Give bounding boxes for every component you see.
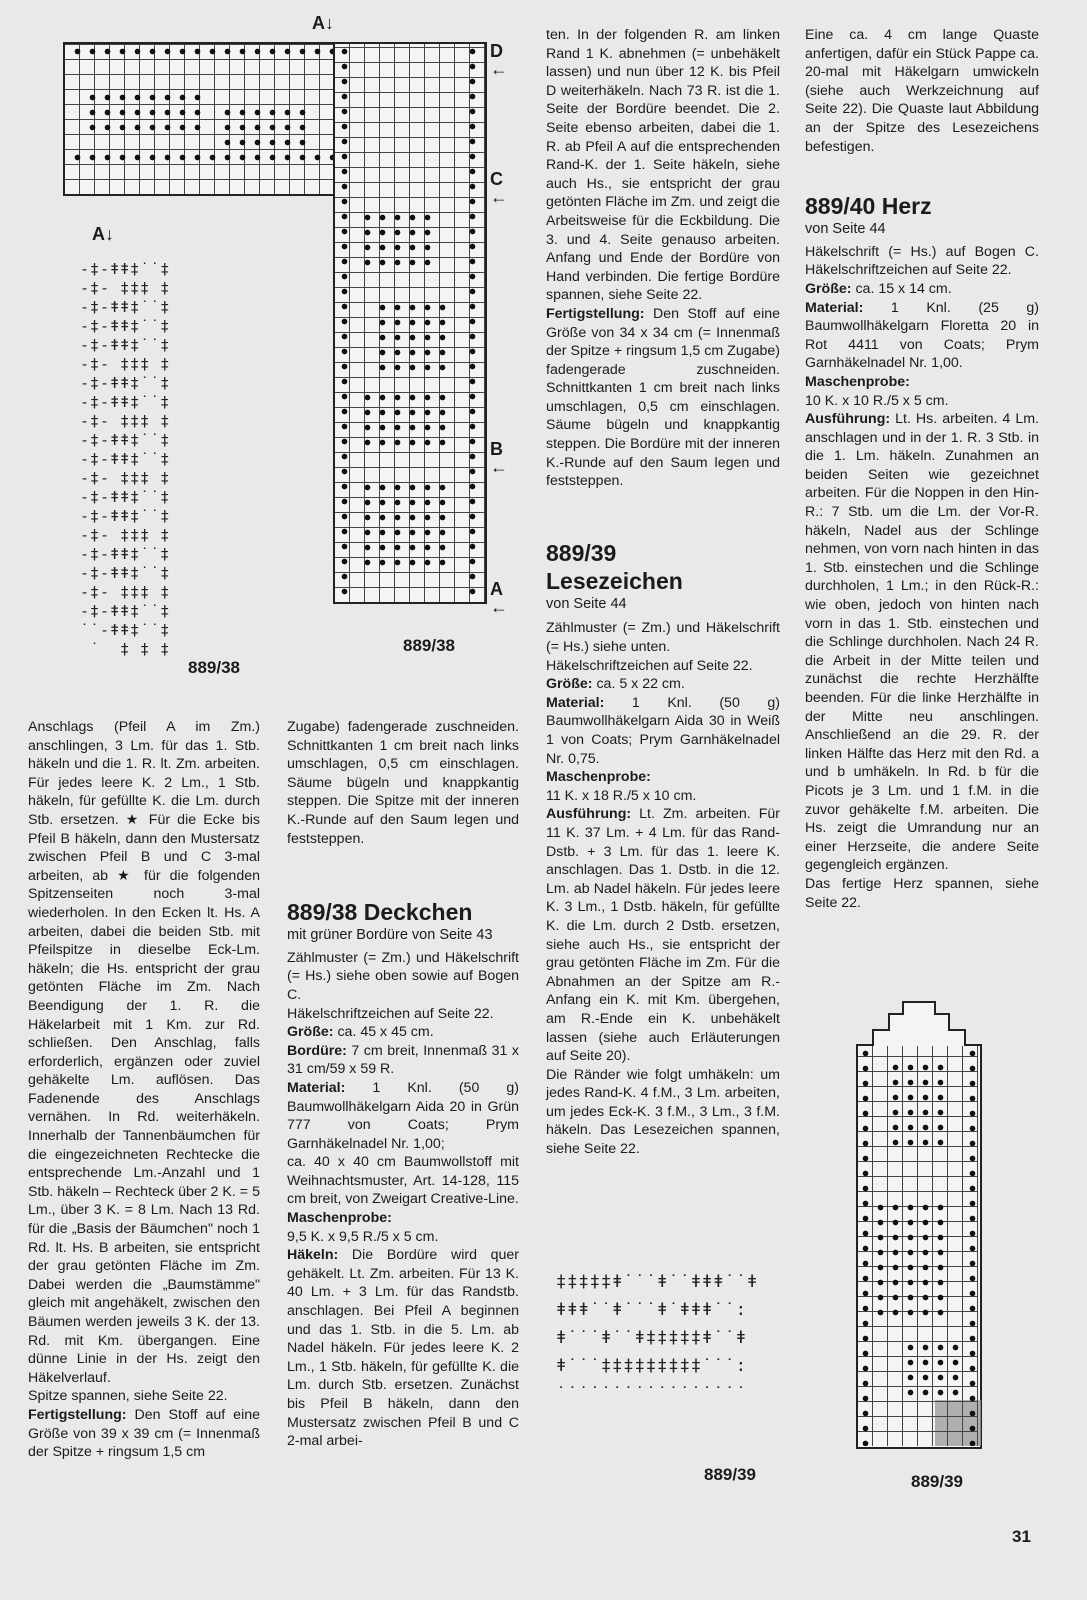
col4-size	[805, 280, 1039, 299]
col1-para-1: Anschlags (Pfeil A im Zm.) anschlingen, 3 Lm. für das 1. Stb. häkeln und die 1. R. lt. Zm. arbeiten. Für jedes leere K. 2 Lm., 1 Stb. häkeln, für gefüllte K. die Lm. durch Stb. ersetzen. ★ Für die Ecke bis Pfeil B häkeln, dann den Mustersatz zwischen Pfeil B und C 3-mal arbeiten, ab ★ für die folgenden Spitzenseiten noch 3-mal wiederholen. In den Ecken lt. Hs. A arbeiten, dabei die beiden Stb. mit Pfeilspitze in dieselbe Eck-Lm. häkeln; die Hs. entspricht der grau getönten Fläche im Zm. Nach Beendigung der 1. R. die Häkelarbeit mit 1 Km. zur Rd. schließen. Den Anschlag, falls erforderlich, ergänzen oder zuviel gehäkelte Lm. auflösen. Das Fadenende des Anschlags vernähen. In Rd. weiterhäkeln. Innerhalb der Tannenbäumchen für die eingezeichneten Rechtecke die entsprechende Lm.-Anzahl und 1 Stb. häkeln – Rechteck über 2 K. = 5 Lm., über 3 K. = 8 Lm. Nach 13 Rd. für die „Basis der Bäumchen" noch 1 Rd. lt. Hs. B arbeiten, sie entspricht der grau getönten Fläche im Zm. Dabei werden die „Baumstämme" gleich mit angehäkelt, zwischen den Bäumen werden jeweils 3 K. der 13. Rd. mit Km. übergangen. Eine dünne Linie in der Hs. zeigt den Häkelverlauf.	[28, 719, 260, 1386]
col2-para-4: ca. 40 x 40 cm Baumwollstoff mit Weihnachtsmuster, Art. 14-128, 115 cm breit, von Zweigart Creative-Line.	[287, 1154, 519, 1208]
fig1-caption: 889/38	[188, 658, 240, 677]
col2-material-label: Material:	[287, 1079, 346, 1096]
column-4	[805, 26, 1039, 912]
col3-para-1: ten. In der folgenden R. am linken Rand 1 K. abnehmen (= unbehäkelt lassen) und nun über 12 K. bis Pfeil D weiterhäkeln. Nach 73 R. ist die 1. Seite der Bordüre beendet. Die 2. Seite ebenso arbeiten, dabei die 1. R. ab Pfeil A auf die entsprechenden Rand-K. der 1. Seite häkeln, siehe auch Hs., sie entspricht der grau getönten Fläche im Zm. und zeigt die Arbeitsweise für die Eckbildung. Die 3. und 4. Seite genauso arbeiten. Anfang und Ende der Bordüre von Hand verbinden. Die fertige Bordüre spannen, siehe Seite 22.	[546, 27, 780, 304]
col3-size-label: Größe:	[546, 676, 593, 693]
col4-execution	[805, 410, 1039, 875]
col2-material	[287, 1079, 519, 1153]
col3-finishing-text: Den Stoff auf eine Größe von 34 x 34 cm (= Innenmaß der Spitze + ringsum 1,5 cm Zugabe) fadengerade zuschneiden. Schnittkanten 1 cm breit nach links umschlagen, 0,5 cm einschlagen. Säume bügeln und knappkantig steppen. Die Bordüre mit der inneren K.-Runde auf den Saum legen und feststeppen.	[546, 305, 780, 490]
chart-top-dots-3	[220, 105, 310, 150]
bookmark-dots-middle-1	[888, 1060, 948, 1150]
arrow-a-top: A↓	[312, 13, 334, 33]
col3-finishing	[546, 305, 780, 491]
fig3-caption: 889/39	[704, 1465, 756, 1484]
col4-material	[805, 299, 1039, 373]
col1-finishing-text: Den Stoff auf eine Größe von 39 x 39 cm (= Innenmaß der Spitze + ringsum 1,5 cm	[28, 1406, 260, 1461]
bookmark-dots-left	[858, 1046, 873, 1446]
col4-gauge-text: 10 K. x 10 R./5 x 5 cm.	[805, 392, 949, 409]
col3-material-text: 1 Knl. (50 g) Baumwollhäkelgarn Aida 30 in Weiß 1 von Coats; Prym Garnhäkelnadel Nr. 0,75.	[546, 694, 780, 767]
col2-material-text: 1 Knl. (50 g) Baumwollhäkelgarn Aida 20 in Grün 777 von Coats; Prym Garnhäkelnadel Nr. 1,00;	[287, 1079, 519, 1152]
col2-border-text: 7 cm breit, Innenmaß 31 x 31 cm/59 x 59 R.	[287, 1042, 519, 1078]
page-number: 31	[1012, 1527, 1031, 1546]
col4-size-text: ca. 15 x 14 cm.	[851, 280, 952, 297]
arrow-a-top-label: A	[312, 13, 325, 33]
col3-para-3: Häkelschriftzeichen auf Seite 22.	[546, 657, 753, 674]
chart-vertical-dots-tree2	[375, 300, 450, 375]
col3-material	[546, 694, 780, 768]
fig4-caption: 889/39	[911, 1472, 963, 1491]
arrow-a-side: A↓	[92, 224, 114, 244]
col2-border-label: Bordüre:	[287, 1042, 347, 1059]
arrow-d: D ←	[490, 41, 508, 79]
chart-vertical-dots-right	[465, 44, 480, 598]
crochet-symbols-left: -‡-ǂǂ‡˙˙‡ -‡- ‡‡‡ ‡ -‡-ǂǂ‡˙˙‡ -‡-ǂǂ‡˙˙‡ -‡-ǂǂ‡˙˙‡ -‡- ‡‡‡ ‡ -‡-ǂǂ‡˙˙‡ -‡-ǂǂ‡˙˙‡ -‡- ‡‡‡ ‡ -‡-ǂǂ‡˙˙‡ -‡-ǂǂ‡˙˙‡ -‡- ‡‡‡ ‡ -‡-ǂǂ‡˙˙‡ -‡-ǂǂ‡˙˙‡ -‡- ‡‡‡ ‡ -‡-ǂǂ‡˙˙‡ -‡-ǂǂ‡˙˙‡ -‡- ‡‡‡ ‡ -‡-ǂǂ‡˙˙‡ ˙˙-ǂǂ‡˙˙‡ ˙ ‡ ‡ ‡	[80, 260, 171, 658]
bookmark-chart	[855, 1000, 983, 1450]
arrow-a-bottom: A ←	[490, 579, 508, 617]
col3-execution	[546, 805, 780, 1065]
bookmark-dots-right	[965, 1046, 980, 1446]
col4-execution-text: Lt. Hs. arbeiten. 4 Lm. anschlagen und in der 1. R. 3 Stb. in die 1. Lm. häkeln. Zunahmen an beiden Seiten wie gezeichnet arbeiten. Für die Noppen in den Hin-R.: 7 Stb. um die Lm. der Vor-R. häkeln, Nadel aus der Schlinge nehmen, von vorn nach hinten in das 1. Stb. einstechen und die Schlinge durchholen, 1 Lm.; in den Rück-R.: wie oben, jedoch von hinten nach vorn in das 1. Stb. einstechen und die Schlinge durchholen. Nach 24 R. die Arbeit in der Mitte teilen und zunächst die rechte Herzhälfte beenden. Für die linke Herzhälfte in der Mitte neu anschlingen. Anschließend an die 29. R. der linken Hälfte das Herz mit den Rd. a und b umhäkeln. In Rd. b für die Picots je 3 Lm. und 1 f.M. in die zuvor gehäkelte f.M. arbeiten. Die Hs. zeigt die Umrandung nur an einer Herzseite, die andere Seite gegengleich ergänzen.	[805, 411, 1039, 874]
col4-para-3: Das fertige Herz spannen, siehe Seite 22.	[805, 875, 1039, 911]
fig2-caption: 889/38	[403, 636, 455, 655]
col3-para-2: Zählmuster (= Zm.) und Häkelschrift (= Hs.) siehe unten.	[546, 620, 780, 656]
arrow-c-label: C	[490, 169, 503, 189]
col3-execution-label: Ausführung:	[546, 806, 632, 823]
col3-size-text: ca. 5 x 22 cm.	[592, 676, 685, 693]
col3-gauge-label: Maschenprobe:	[546, 769, 651, 786]
col3-size	[546, 675, 780, 694]
col2-para-3: Häkelschriftzeichen auf Seite 22.	[287, 1005, 494, 1022]
col3-gauge-text: 11 K. x 18 R./5 x 10 cm.	[546, 787, 697, 804]
col4-para-1: Eine ca. 4 cm lange Quaste anfertigen, dafür ein Stück Pappe ca. 20-mal mit Häkelgarn umwickeln (siehe auch Werkzeichnung auf Seite 22). Die Quaste laut Abbildung an der Spitze des Lesezeichens befestigen.	[805, 27, 1039, 155]
col3-material-label: Material:	[546, 694, 605, 711]
col4-material-label: Material:	[805, 299, 864, 316]
col2-gauge-label: Maschenprobe:	[287, 1210, 392, 1227]
chart-top-dots-1	[70, 44, 340, 60]
crochet-symbols-bookmark: ‡‡‡‡‡ǂ˙˙˙ǂ˙˙ǂǂǂ˙˙ǂ ǂǂǂ˙˙ǂ˙˙˙ǂ˙ǂǂǂ˙˙: ǂ˙˙˙ǂ˙˙ǂ‡‡‡‡‡ǂ˙˙ǂ ǂ˙˙˙‡‡‡‡‡‡‡‡‡˙˙˙: ˙˙˙˙˙˙˙˙˙˙˙˙˙˙˙˙˙	[556, 1272, 759, 1404]
col4-gauge-label: Maschenprobe:	[805, 373, 910, 390]
col3-subtitle: von Seite 44	[546, 595, 627, 612]
chart-top-dots-2	[85, 90, 205, 135]
column-1	[28, 718, 260, 1462]
arrow-a-bottom-label: A	[490, 579, 503, 599]
col3-para-4: Die Ränder wie folgt umhäkeln: um jedes Rand-K. 4 f.M., 3 Lm. arbeiten, um jedes Eck-K. 3 f.M., 3 Lm., 3 f.M. häkeln. Das Lesezeichen spannen, siehe Seite 22.	[546, 1066, 780, 1158]
col3-title-number: 889/39	[546, 539, 617, 566]
col2-para-2: Zählmuster (= Zm.) und Häkelschrift (= Hs.) siehe oben sowie auf Bogen C.	[287, 949, 519, 1003]
col1-finishing-label: Fertigstellung:	[28, 1406, 127, 1423]
col2-size-text: ca. 45 x 45 cm.	[333, 1024, 434, 1041]
col2-title: 889/38 Deckchen	[287, 899, 473, 926]
col2-crochet-text: Die Bordüre wird quer gehäkelt. Lt. Zm. arbeiten. Für 13 K. 40 Lm. + 3 Lm. für das Randstb. anschlagen. Bei Pfeil A beginnen und das 1. Stb. in die 5. Lm. ab Nadel häkeln. Für jedes leere K. 2 Lm., 1 Stb. häkeln, für gefüllte K. die Lm. durch Stb. ersetzen. Zunächst bis Pfeil B häkeln, dann den Mustersatz zwischen Pfeil B und C 2-mal arbei-	[287, 1247, 519, 1450]
col3-execution-text: Lt. Zm. arbeiten. Für 11 K. 37 Lm. + 4 Lm. für das Rand-Dstb. + 3 Lm. für das 1. leere K. anschlagen. Das 1. Dstb. in die 12. Lm. ab Nadel häkeln. Für jedes leere K. 3 Lm., 1 Dstb. häkeln, für gefüllte K. die Lm. durch 2 Dstb. ersetzen, siehe auch Hs., sie entspricht der grau getönten Fläche im Zm. Für die Abnahmen an der Spitze am R.-Anfang ein K. mit Km. übergehen, am R.-Ende ein K. unbehäkelt lassen (siehe auch Erläuterungen auf Seite 20).	[546, 806, 780, 1065]
column-2	[287, 718, 519, 1451]
arrow-c: C ←	[490, 169, 508, 207]
col2-border	[287, 1042, 519, 1079]
col2-subtitle: mit grüner Bordüre von Seite 43	[287, 927, 493, 944]
arrow-a-side-label: A	[92, 224, 105, 244]
arrow-b: B ←	[490, 439, 508, 477]
col4-material-text: 1 Knl. (25 g) Baumwollhäkelgarn Floretta 20 in Rot 4411 von Coats; Prym Garnhäkelnadel Nr. 1,00.	[805, 299, 1039, 372]
col3-finishing-label: Fertigstellung:	[546, 305, 645, 322]
chart-vertical-dots-tree4	[360, 480, 450, 570]
chart-top-dots-4	[70, 150, 340, 166]
chart-vertical-dots-tree3	[360, 390, 450, 450]
column-3	[546, 26, 780, 1159]
col2-size	[287, 1023, 519, 1042]
bookmark-dots-middle-3	[903, 1340, 963, 1400]
col1-para-2: Spitze spannen, siehe Seite 22.	[28, 1388, 228, 1405]
col1-finishing	[28, 1406, 260, 1462]
col2-crochet-label: Häkeln:	[287, 1247, 339, 1264]
col3-title-name: Lesezeichen	[546, 567, 683, 594]
col2-gauge-text: 9,5 K. x 9,5 R./5 x 5 cm.	[287, 1228, 439, 1245]
chart-vertical-dots-tree1	[360, 210, 435, 270]
arrow-d-label: D	[490, 41, 503, 61]
col4-execution-label: Ausführung:	[805, 411, 891, 428]
arrow-b-label: B	[490, 439, 503, 459]
col4-size-label: Größe:	[805, 280, 852, 297]
col4-title: 889/40 Herz	[805, 193, 932, 220]
chart-vertical-dots-left	[337, 44, 352, 598]
col4-para-2: Häkelschrift (= Hs.) auf Bogen C. Häkelschriftzeichen auf Seite 22.	[805, 243, 1039, 279]
col2-size-label: Größe:	[287, 1024, 334, 1041]
bookmark-dots-middle-2	[873, 1200, 948, 1320]
col4-subtitle: von Seite 44	[805, 221, 886, 238]
col2-crochet	[287, 1246, 519, 1451]
col2-para-1: Zugabe) fadengerade zuschneiden. Schnittkanten 1 cm breit nach links umschlagen, 0,5 cm einschlagen. Säume bügeln und knappkantig steppen. Die Spitze mit der inneren K.-Runde auf den Saum legen und feststeppen.	[287, 719, 519, 847]
